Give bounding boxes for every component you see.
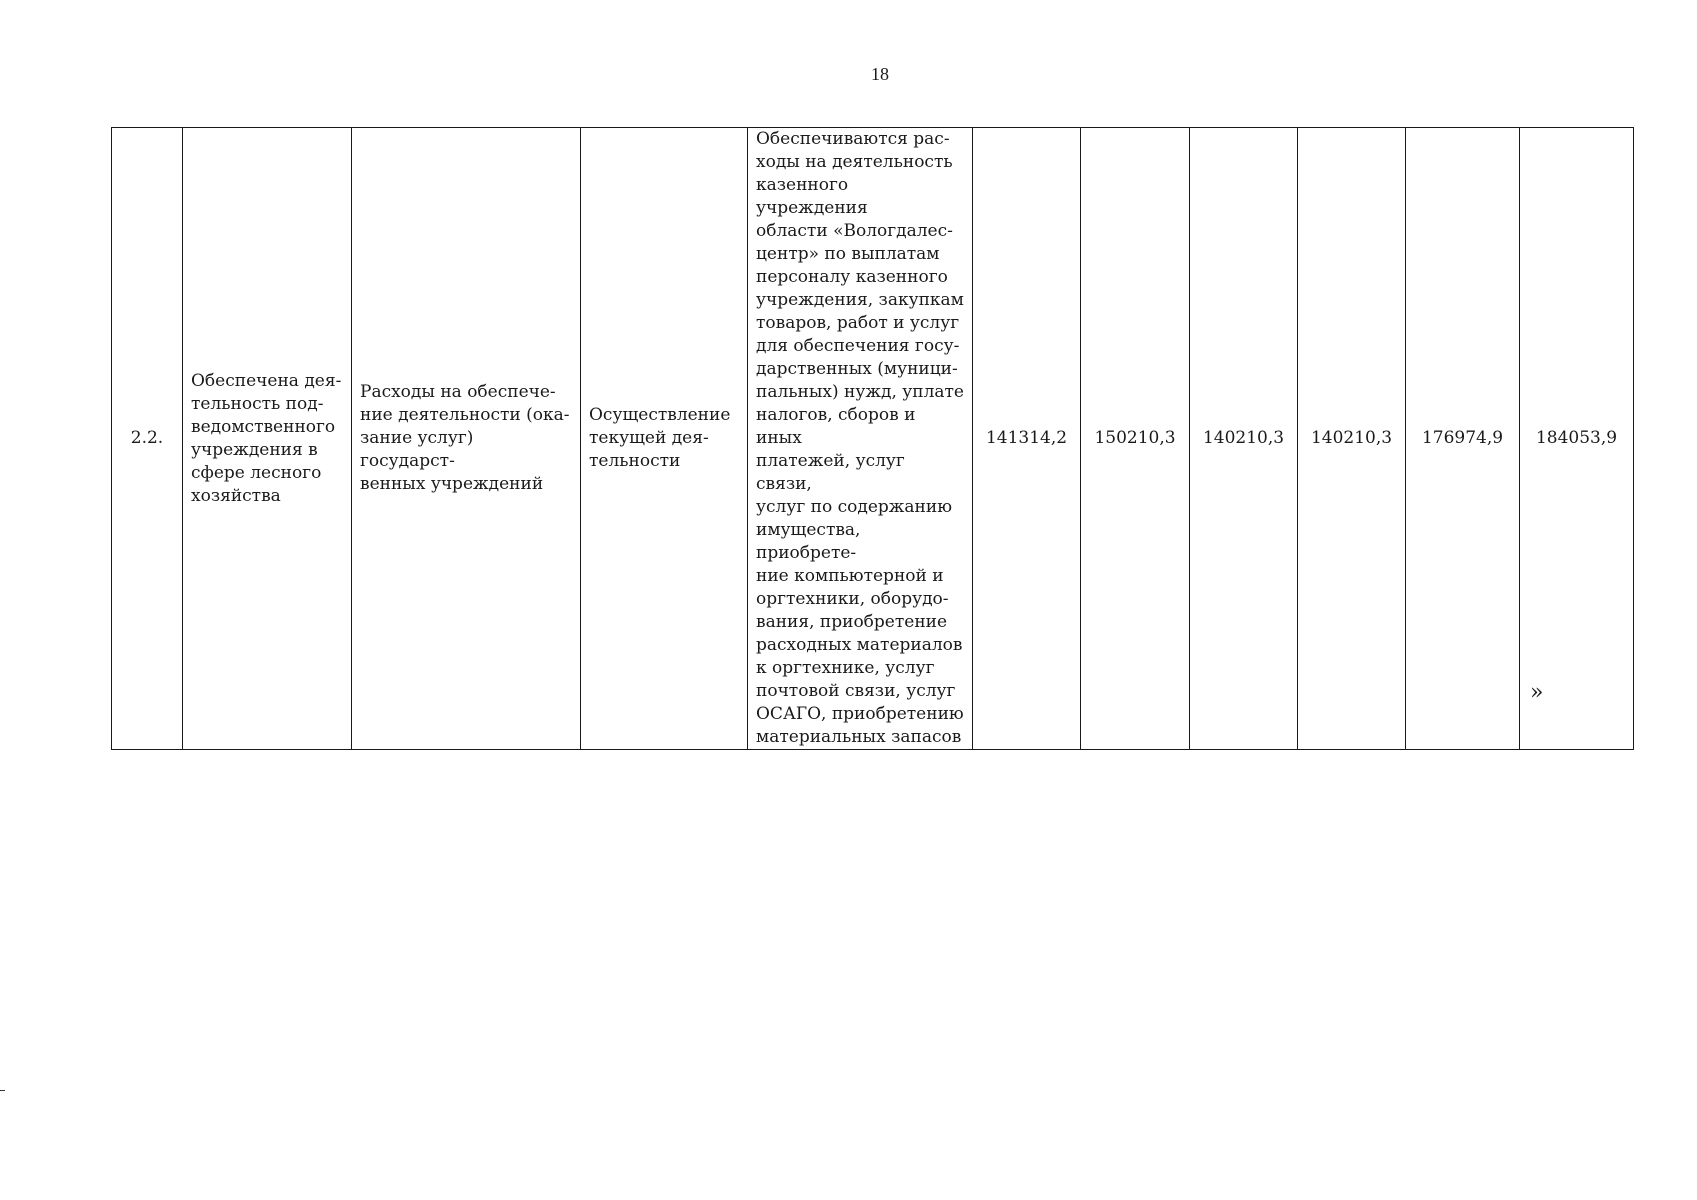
table-row (112, 128, 1634, 750)
edge-mark (0, 1090, 5, 1091)
value-cell: 176974,9 (1406, 128, 1520, 750)
expense-text: Расходы на обеспече- ние деятельности (ока- зание услуг) государст- венных учреждений (360, 382, 570, 494)
description-text: Обеспечиваются рас- ходы на деятельность казенного учреждения области «Вологдалес- центр» по выплатам персоналу казенного учреждения, закупкам товаров, работ и услуг для обеспечения госу- дарственных (муници- пальных) нужд, уплате налогов, сборов и иных платежей, услуг связи, услуг по содержанию имущества, приобрете- ние компьютерной и оргтехники, оборудо- вания, приобретение расходных материалов к оргтехнике, услуг почтовой связи, услуг ОСАГО, приобретению материальных запасов (756, 129, 964, 747)
value-cell: 140210,3 (1298, 128, 1406, 750)
activity-text: Осуществление текущей дея- тельности (589, 405, 731, 471)
value-cell: 141314,2 (973, 128, 1081, 750)
description-cell (748, 128, 973, 750)
value-cell: 140210,3 (1190, 128, 1298, 750)
row-number: 2.2. (112, 128, 183, 750)
result-text: Обеспечена дея- тельность под- ведомственного учреждения в сфере лесного хозяйства (191, 370, 342, 506)
value-cell: 150210,3 (1081, 128, 1190, 750)
expense-cell (352, 128, 581, 750)
closing-quote: » (1530, 680, 1544, 705)
document-table (111, 127, 1634, 750)
page-number: 18 (871, 64, 889, 84)
activity-cell (581, 128, 748, 750)
result-cell (183, 128, 352, 750)
value-cell: 184053,9 (1520, 128, 1634, 750)
